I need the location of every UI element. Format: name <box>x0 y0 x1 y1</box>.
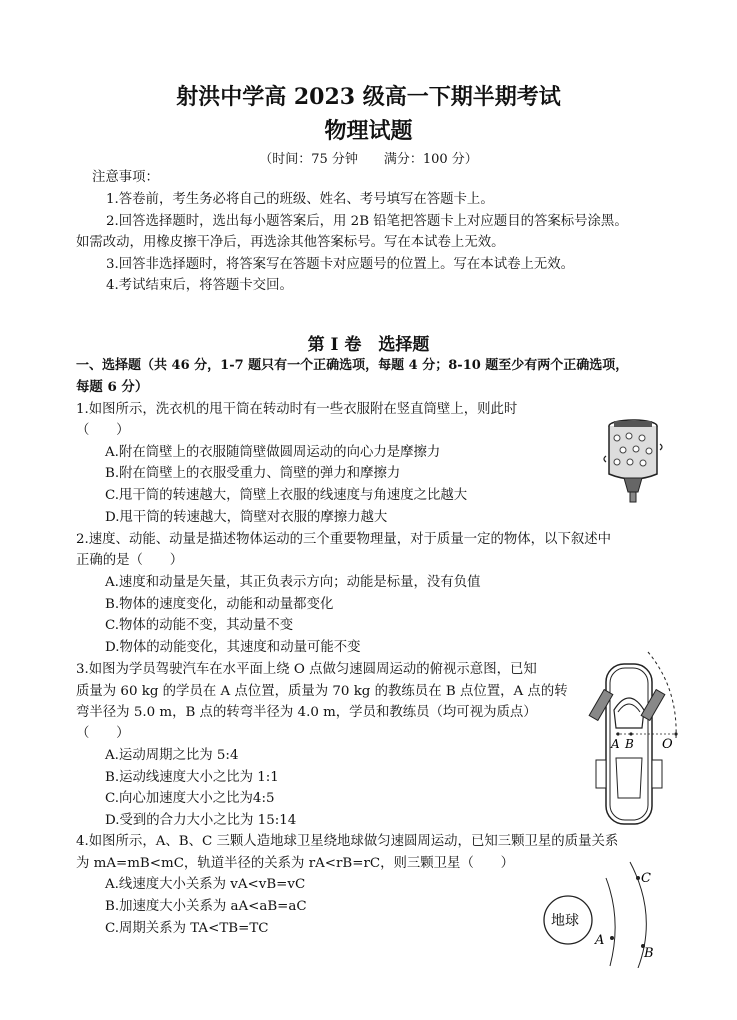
earth-label: 地球 <box>551 913 579 929</box>
q2-option-d: D.物体的动能变化，其速度和动量可能不变 <box>105 640 361 655</box>
q3-option-c: C.向心加速度大小之比为4:5 <box>105 791 275 806</box>
notice-item-3: 3.回答非选择题时，将答案写在答题卡对应题号的位置上。写在本试卷上无效。 <box>106 257 575 272</box>
washing-drum-figure <box>602 416 664 508</box>
notice-item-2: 2.回答选择题时，选出每小题答案后，用 2B 铅笔把答题卡上对应题目的答案标号涂黑。 <box>106 214 628 229</box>
q1-stem: 1.如图所示，洗衣机的甩干筒在转动时有一些衣服附在竖直筒壁上，则此时 <box>76 402 518 417</box>
q3-stem-cont-1: 质量为 60 kg 的学员在 A 点位置，质量为 70 kg 的教练员在 B 点位置，A 点的转 <box>76 684 568 699</box>
section-instructions-cont: 每题 6 分） <box>76 379 149 395</box>
sat-b-label: B <box>644 946 654 961</box>
notice-heading: 注意事项： <box>92 170 159 185</box>
sat-a-label: A <box>595 933 605 948</box>
q3-stem: 3.如图为学员驾驶汽车在水平面上绕 O 点做匀速圆周运动的俯视示意图，已知 <box>76 662 537 677</box>
exam-meta: （时间：75 分钟 满分：100 分） <box>259 152 478 167</box>
q1-option-a: A.附在筒壁上的衣服随筒壁做圆周运动的向心力是摩擦力 <box>105 445 441 460</box>
notice-item-4: 4.考试结束后，将答题卡交回。 <box>106 278 293 293</box>
sat-c-label: C <box>641 871 651 886</box>
q4-option-b: B.加速度大小关系为 aA<aB=aC <box>105 899 307 914</box>
exam-title: 射洪中学高 2023 级高一下期半期考试 <box>176 84 561 110</box>
q1-stem-cont: （ ） <box>76 423 130 438</box>
center-o-label: O <box>662 737 673 752</box>
q2-stem-cont: 正确的是（ ） <box>76 553 184 568</box>
notice-item-2-cont: 如需改动，用橡皮擦干净后，再选涂其他答案标号。写在本试卷上无效。 <box>76 235 505 250</box>
q4-stem: 4.如图所示，A、B、C 三颗人造地球卫星绕地球做匀速圆周运动，已知三颗卫星的质量关系 <box>76 834 619 849</box>
q1-option-d: D.甩干筒的转速越大，筒壁对衣服的摩擦力越大 <box>105 510 388 525</box>
q2-option-a: A.速度和动量是矢量，其正负表示方向；动能是标量，没有负值 <box>105 575 481 590</box>
q3-stem-cont-2: 弯半径为 5.0 m，B 点的转弯半径为 4.0 m，学员和教练员（均可视为质点） <box>76 705 537 720</box>
q4-option-c: C.周期关系为 TA<TB=TC <box>105 921 269 936</box>
notice-item-1: 1.答卷前，考生务必将自己的班级、姓名、考号填写在答题卡上。 <box>106 192 494 207</box>
car-topview-figure <box>588 648 688 828</box>
q3-option-d: D.受到的合力大小之比为 15:14 <box>105 813 297 828</box>
q4-stem-cont: 为 mA=mB<mC，轨道半径的关系为 rA<rB=rC，则三颗卫星（ ） <box>76 856 515 871</box>
q4-option-a: A.线速度大小关系为 vA<vB=vC <box>105 877 306 892</box>
section-title: 第 I 卷 选择题 <box>307 335 430 355</box>
q3-option-b: B.运动线速度大小之比为 1:1 <box>105 770 279 785</box>
q2-stem: 2.速度、动能、动量是描述物体运动的三个重要物理量，对于质量一定的物体，以下叙述中 <box>76 532 612 547</box>
satellite-orbit-figure <box>538 860 668 968</box>
q3-option-a: A.运动周期之比为 5:4 <box>105 748 239 763</box>
car-point-b-label: B <box>625 737 634 751</box>
q3-stem-cont-3: （ ） <box>76 726 130 741</box>
orbit-a <box>606 878 615 966</box>
q2-option-c: C.物体的动能不变，其动量不变 <box>105 618 294 633</box>
q2-option-b: B.物体的速度变化，动能和动量都变化 <box>105 597 334 612</box>
subject-title: 物理试题 <box>324 118 413 144</box>
q1-option-c: C.甩干筒的转速越大，筒壁上衣服的线速度与角速度之比越大 <box>105 488 468 503</box>
q1-option-b: B.附在筒壁上的衣服受重力、筒壁的弹力和摩擦力 <box>105 466 401 481</box>
section-instructions: 一、选择题（共 46 分，1-7 题只有一个正确选项，每题 4 分；8-10 题至少有两个正确选项， <box>76 358 629 373</box>
car-point-a-label: A <box>611 737 620 751</box>
